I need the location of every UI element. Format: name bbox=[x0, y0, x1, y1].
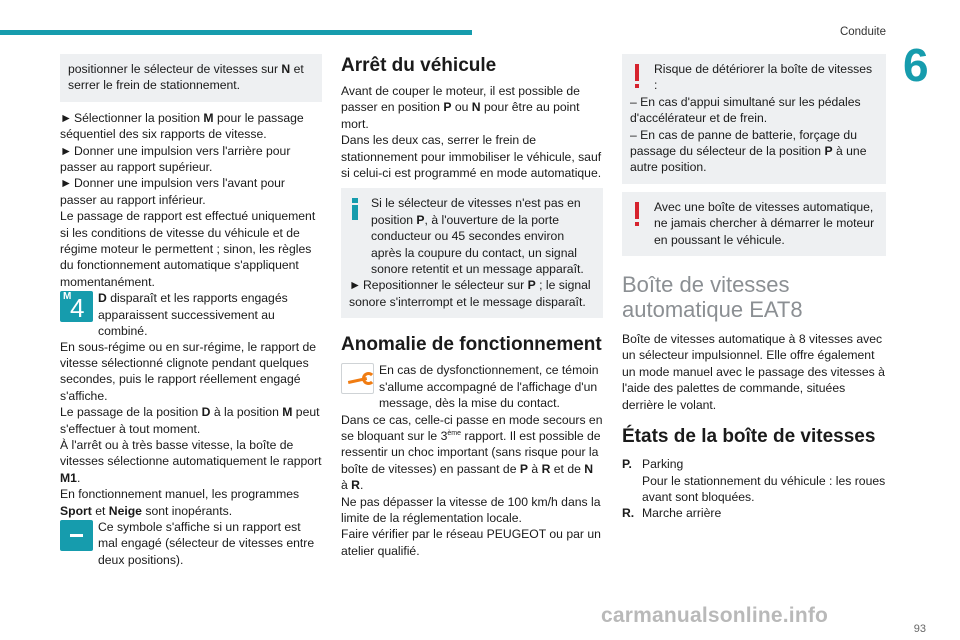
icon-line-m4: M 4 D disparaît et les rapports engagés apparaissent successivement au combiné. bbox=[60, 290, 322, 339]
paragraph-conditions: Le passage de rapport est effectué uniquement si les conditions de vitesse du véhicule et de régime moteur le permettent ; sinon, les règles du fonctionnement automatique s'appliquent momentanément. bbox=[60, 209, 316, 289]
page-number: 93 bbox=[913, 623, 926, 635]
paragraph-d-to-m: Le passage de la position D à la position M peut s'effectuer à tout moment. bbox=[60, 405, 320, 436]
warning-icon bbox=[630, 61, 654, 93]
info-box: Si le sélecteur de vitesses n'est pas en position P, à l'ouverture de la porte conducteur ou 45 secondes environ après la coupure du contact, un signal sonore retentit et un message apparaît. ► Repositionner le sélecteur sur P ; le signal sonore s'interrompt et le message disparaît. bbox=[341, 188, 603, 318]
paragraph-eat8: Boîte de vitesses automatique à 8 vitesses avec un sélecteur impulsionnel. Elle offre également un mode manuel avec le passage des vitesses à l'aide des palettes de commande, situées derrière le volant. bbox=[622, 332, 885, 412]
icon-line-dash: Ce symbole s'affiche si un rapport est mal engagé (sélecteur de vitesses entre deux positions). bbox=[60, 519, 322, 568]
paragraph-stop-2: Dans les deux cas, serrer le frein de stationnement pour immobiliser le véhicule, sauf si celui-ci est programmé en mode automatique. bbox=[341, 133, 602, 181]
warning-icon bbox=[630, 199, 654, 231]
heading-eat8: Boîte de vitesses automatique EAT8 bbox=[622, 272, 803, 323]
paragraph-stop-1: Avant de couper le moteur, il est possible de passer en position P ou N pour être au point mort. bbox=[341, 84, 580, 131]
bullet-upshift: ► Donner une impulsion vers l'arrière pour passer au rapport supérieur. bbox=[60, 143, 291, 175]
header-accent-bar bbox=[0, 30, 472, 35]
paragraph-fault-4: Faire vérifier par le réseau PEUGEOT ou par un atelier qualifié. bbox=[341, 527, 601, 558]
dash-icon bbox=[60, 520, 93, 551]
wrench-icon bbox=[341, 363, 374, 394]
column-left bbox=[60, 54, 322, 568]
state-item-parking: P. Parking Pour le stationnement du véhicule : les roues avant sont bloquées. bbox=[622, 457, 886, 504]
note-box bbox=[60, 54, 322, 102]
watermark: carmanualsonline.info bbox=[601, 604, 829, 627]
heading-fault: Anomalie de fonctionnement bbox=[341, 334, 602, 356]
heading-stop: Arrêt du véhicule bbox=[341, 55, 497, 76]
info-icon bbox=[352, 198, 358, 220]
paragraph-fault-2: Dans ce cas, celle-ci passe en mode secours en se bloquant sur le 3ème rapport. Il est possible de ressentir un choc important (sans risque pour la boîte de vitesses) en passant de P à R et de N à R. bbox=[341, 412, 603, 493]
states-list bbox=[622, 456, 886, 522]
bullet-downshift: ► Donner une impulsion vers l'avant pour passer au rapport inférieur. bbox=[60, 176, 285, 207]
section-title: Conduite bbox=[839, 26, 886, 38]
warning-box-1: Risque de détériorer la boîte de vitesses : – En cas d'appui simultané sur les pédales d'accélérateur et de frein. – En cas de panne de batterie, forçage du passage du sélecteur de la position P à une autre position. bbox=[622, 54, 886, 184]
bullet-select-m: ► Sélectionner la position M pour le passage séquentiel des six rapports de vitesse. bbox=[60, 110, 304, 142]
warning-box-2: Avec une boîte de vitesses automatique, ne jamais chercher à démarrer le moteur en poussant le véhicule. bbox=[622, 192, 886, 256]
chapter-number: 6 bbox=[903, 39, 929, 91]
paragraph-blink: En sous-régime ou en sur-régime, le rapport de vitesse sélectionné clignote pendant quelques secondes, puis le rapport réellement engagé s'affiche. bbox=[60, 339, 317, 403]
column-middle bbox=[341, 54, 603, 559]
column-right bbox=[622, 54, 886, 522]
state-item-reverse: R. Marche arrière bbox=[622, 506, 722, 521]
heading-states: États de la boîte de vitesses bbox=[622, 426, 876, 448]
gear-m4-icon: M 4 bbox=[60, 291, 93, 322]
icon-line-fault: En cas de dysfonctionnement, ce témoin s'allume accompagné de l'affichage d'un message, dès la mise du contact. bbox=[341, 362, 603, 411]
paragraph-programs: En fonctionnement manuel, les programmes Sport et Neige sont inopérants. bbox=[60, 487, 300, 518]
paragraph-fault-3: Ne pas dépasser la vitesse de 100 km/h dans la limite de la réglementation locale. bbox=[341, 494, 601, 525]
paragraph-m1: À l'arrêt ou à très basse vitesse, la boîte de vitesses sélectionne automatiquement le rapport M1. bbox=[60, 437, 322, 485]
note-text: positionner le sélecteur de vitesses sur N et serrer le frein de stationnement. bbox=[68, 62, 304, 93]
